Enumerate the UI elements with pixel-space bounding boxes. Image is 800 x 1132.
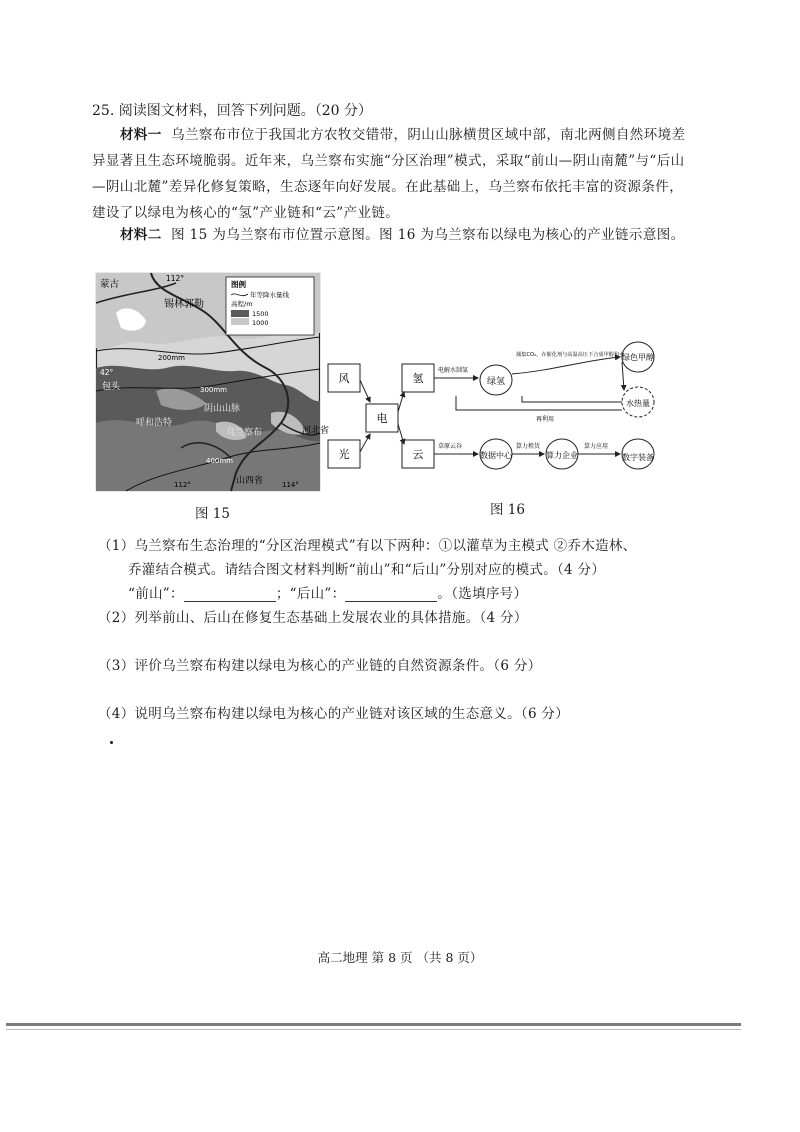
label-300mm: 300mm [200,386,227,394]
q1-answer-line [128,582,527,606]
bottom-rule-thin [6,1029,741,1030]
edge-electrolysis: 电解水制氢 [438,367,469,374]
q1-front-label: “前山”： [128,586,184,602]
node-digital-equipment: 数字装备 [622,453,654,462]
q2: （2）列举前山、后山在修复生态基础上发展农业的具体措施。（4 分） [98,610,528,626]
question-title: 25. 阅读图文材料，回答下列问题。（20 分） [92,103,372,119]
node-green-methanol: 绿色甲醇 [622,353,654,362]
legend-elev: 高程/m [231,300,253,308]
q1-back-blank[interactable] [345,587,437,602]
edge-compute-lease: 算力租赁 [516,443,541,450]
q1-end: 。（选填序号） [437,586,528,602]
material-one [92,122,692,226]
label-400mm: 400mm [206,457,233,465]
location-map-svg [96,273,330,491]
node-hydrogen: 氢 [412,372,424,385]
material-two-text: 图 15 为乌兰察布市位置示意图。图 16 为乌兰察布以绿电为核心的产业链示意图。 [171,227,685,243]
node-power: 电 [376,412,388,425]
label-hebei: 河北省 [302,426,330,436]
label-xilin: 锡林郭勒 [164,299,204,310]
label-hohhot: 呼和浩特 [136,418,173,428]
material-one-text: 乌兰察布市位于我国北方农牧交错带，阴山山脉横贯区域中部，南北两侧自然环境差异显著且生态环境脆弱。近年来，乌兰察布实施“分区治理”模式，采取“前山—阴山南麓”与“后山—阴山北麓”差异化修复策略，生态逐年向好发展。在此基础上，乌兰察布依托丰富的资源条件，建设了以绿电为核心的“氢”产业链和“云”产业链。 [92,127,686,221]
label-yinshan: 阴山山脉 [204,404,241,414]
node-cloud: 云 [412,448,424,461]
legend-title: 图例 [231,280,246,289]
q3: （3）评价乌兰察布构建以绿电为核心的产业链的自然资源条件。（6 分） [98,658,542,674]
q1-back-label: ；“后山”： [275,586,346,602]
label-114: 114° [282,481,299,489]
label-42: 42° [100,368,114,377]
bottom-rule [6,1023,741,1026]
material-two [92,222,692,248]
label-200mm: 200mm [158,354,185,362]
node-data-center: 数据中心 [480,451,512,460]
label-112-top: 112° [166,274,185,283]
q1-line1: （1）乌兰察布生态治理的“分区治理模式”有以下两种：①以灌草为主模式 ②乔木造林、 [98,538,637,554]
material-one-label: 材料一 [120,127,162,143]
q1-line2: 乔灌结合模式。请结合图文材料判断“前山”和“后山”分别对应的模式。（4 分） [128,562,606,578]
label-mongolia: 蒙古 [100,279,120,290]
edge-co2-note: 捕集CO₂，在催化剂与高温高压下合成甲醇和水。 [516,352,630,358]
material-two-label: 材料二 [120,227,162,243]
q4: （4）说明乌兰察布构建以绿电为核心的产业链对该区域的生态意义。（6 分） [98,706,570,722]
industry-chain-svg [326,340,656,490]
figure-16-caption: 图 16 [490,502,525,518]
label-wulan: 乌兰察布 [226,428,263,438]
figure-15-caption: 图 15 [195,506,230,522]
legend-1000: 1000 [252,319,269,327]
location-map [96,273,330,491]
q1-front-blank[interactable] [184,587,276,602]
legend-1500: 1500 [252,310,269,318]
node-green-hydrogen: 绿氢 [486,377,506,387]
edge-reuse: 再利用 [536,416,555,423]
node-compute-company: 算力企业 [546,451,578,460]
node-solar: 光 [338,448,350,461]
label-shanxi: 山西省 [236,476,264,486]
industry-chain-diagram [326,340,656,490]
node-wind: 风 [338,372,350,385]
stray-mark [110,741,113,744]
label-baotou: 包头 [102,382,121,392]
edge-grass-store: 草原云谷 [438,443,463,450]
node-water-heat: 水热量 [626,399,650,408]
edge-compute-app: 算力应用 [584,443,609,450]
legend-isohyet: 年等降水量线 [250,291,289,299]
page-footer: 高二地理 第 8 页 （共 8 页） [317,950,483,965]
label-112-bot: 112° [174,481,191,489]
